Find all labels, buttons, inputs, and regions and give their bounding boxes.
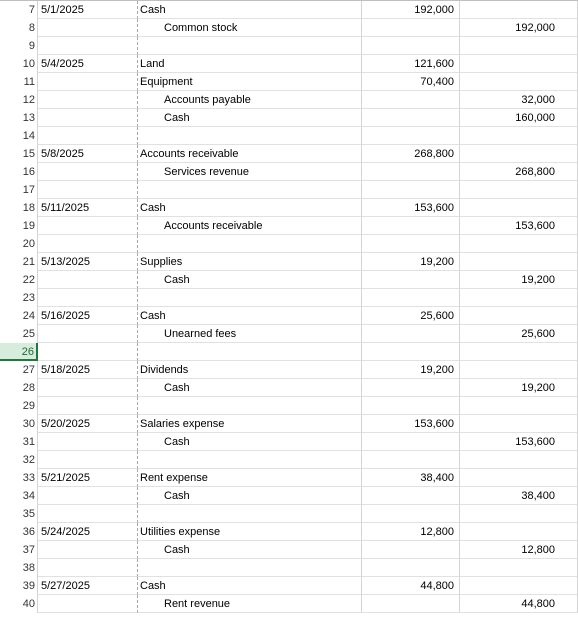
debit-cell[interactable]	[362, 343, 460, 361]
credit-cell[interactable]	[460, 469, 578, 487]
table-row	[0, 559, 578, 577]
account-cell[interactable]: Utilities expense	[138, 523, 362, 541]
row-header[interactable]: 20	[0, 235, 38, 253]
date-cell[interactable]	[38, 595, 138, 613]
credit-cell[interactable]: 268,800	[460, 163, 578, 181]
account-cell[interactable]	[138, 343, 362, 361]
date-cell[interactable]: 5/8/2025	[38, 145, 138, 163]
date-cell[interactable]	[38, 37, 138, 55]
account-cell[interactable]: Cash	[138, 379, 362, 397]
debit-cell[interactable]	[362, 37, 460, 55]
table-row	[0, 235, 578, 253]
credit-cell[interactable]: 192,000	[460, 19, 578, 37]
table-row	[0, 361, 578, 379]
row-header[interactable]: 21	[0, 253, 38, 271]
debit-cell[interactable]	[362, 217, 460, 235]
date-cell[interactable]	[38, 163, 138, 181]
row-header[interactable]: 11	[0, 73, 38, 91]
table-row	[0, 73, 578, 91]
date-cell[interactable]	[38, 271, 138, 289]
table-row	[0, 415, 578, 433]
account-cell[interactable]: Cash	[138, 307, 362, 325]
table-row	[0, 55, 578, 73]
debit-cell[interactable]	[362, 325, 460, 343]
table-row	[0, 1, 578, 19]
row-header[interactable]: 28	[0, 379, 38, 397]
date-cell[interactable]	[38, 73, 138, 91]
date-cell[interactable]: 5/11/2025	[38, 199, 138, 217]
date-cell[interactable]: 5/27/2025	[38, 577, 138, 595]
account-cell[interactable]: Cash	[138, 271, 362, 289]
table-row	[0, 397, 578, 415]
credit-cell[interactable]: 19,200	[460, 379, 578, 397]
row-header[interactable]: 39	[0, 577, 38, 595]
credit-cell[interactable]	[460, 559, 578, 577]
date-cell[interactable]	[38, 451, 138, 469]
credit-cell[interactable]	[460, 505, 578, 523]
date-cell[interactable]	[38, 109, 138, 127]
credit-cell[interactable]	[460, 253, 578, 271]
debit-cell[interactable]	[362, 451, 460, 469]
date-cell[interactable]	[38, 91, 138, 109]
credit-cell[interactable]: 32,000	[460, 91, 578, 109]
date-cell[interactable]	[38, 397, 138, 415]
row-header[interactable]: 40	[0, 595, 38, 613]
date-cell[interactable]	[38, 433, 138, 451]
debit-cell[interactable]	[362, 397, 460, 415]
account-cell[interactable]: Salaries expense	[138, 415, 362, 433]
credit-cell[interactable]	[460, 235, 578, 253]
account-cell[interactable]: Services revenue	[138, 163, 362, 181]
debit-cell[interactable]: 192,000	[362, 1, 460, 19]
date-cell[interactable]: 5/4/2025	[38, 55, 138, 73]
row-header[interactable]: 34	[0, 487, 38, 505]
table-row	[0, 595, 578, 613]
debit-cell[interactable]	[362, 181, 460, 199]
row-header[interactable]: 32	[0, 451, 38, 469]
credit-cell[interactable]	[460, 37, 578, 55]
account-cell[interactable]	[138, 37, 362, 55]
table-row	[0, 271, 578, 289]
debit-cell[interactable]	[362, 271, 460, 289]
account-cell[interactable]: Equipment	[138, 73, 362, 91]
table-row	[0, 253, 578, 271]
account-cell[interactable]	[138, 181, 362, 199]
row-header[interactable]: 18	[0, 199, 38, 217]
row-header[interactable]: 22	[0, 271, 38, 289]
account-cell[interactable]: Accounts receivable	[138, 217, 362, 235]
account-cell[interactable]	[138, 127, 362, 145]
debit-cell[interactable]	[362, 559, 460, 577]
row-header[interactable]: 8	[0, 19, 38, 37]
credit-cell[interactable]	[460, 343, 578, 361]
debit-cell[interactable]: 19,200	[362, 253, 460, 271]
account-cell[interactable]	[138, 559, 362, 577]
table-row	[0, 19, 578, 37]
credit-cell[interactable]	[460, 523, 578, 541]
debit-cell[interactable]	[362, 109, 460, 127]
debit-cell[interactable]: 153,600	[362, 415, 460, 433]
table-row	[0, 505, 578, 523]
row-header[interactable]: 30	[0, 415, 38, 433]
table-row	[0, 379, 578, 397]
table-row	[0, 433, 578, 451]
credit-cell[interactable]	[460, 307, 578, 325]
debit-cell[interactable]: 25,600	[362, 307, 460, 325]
date-cell[interactable]: 5/13/2025	[38, 253, 138, 271]
account-cell[interactable]: Cash	[138, 109, 362, 127]
row-header[interactable]: 36	[0, 523, 38, 541]
row-header[interactable]: 26	[0, 343, 38, 361]
credit-cell[interactable]: 153,600	[460, 433, 578, 451]
account-cell[interactable]	[138, 397, 362, 415]
account-cell[interactable]: Land	[138, 55, 362, 73]
account-cell[interactable]	[138, 505, 362, 523]
date-cell[interactable]	[38, 343, 138, 361]
debit-cell[interactable]: 44,800	[362, 577, 460, 595]
row-header[interactable]: 35	[0, 505, 38, 523]
credit-cell[interactable]: 19,200	[460, 271, 578, 289]
credit-cell[interactable]	[460, 145, 578, 163]
table-row	[0, 145, 578, 163]
table-row	[0, 289, 578, 307]
account-cell[interactable]: Cash	[138, 1, 362, 19]
row-header[interactable]: 12	[0, 91, 38, 109]
account-cell[interactable]: Supplies	[138, 253, 362, 271]
account-cell[interactable]: Cash	[138, 541, 362, 559]
date-cell[interactable]	[38, 181, 138, 199]
table-row	[0, 577, 578, 595]
debit-cell[interactable]	[362, 433, 460, 451]
credit-cell[interactable]	[460, 55, 578, 73]
table-row	[0, 181, 578, 199]
date-cell[interactable]	[38, 541, 138, 559]
account-cell[interactable]: Cash	[138, 433, 362, 451]
date-cell[interactable]	[38, 487, 138, 505]
table-row	[0, 217, 578, 235]
date-cell[interactable]	[38, 325, 138, 343]
debit-cell[interactable]: 19,200	[362, 361, 460, 379]
table-row	[0, 37, 578, 55]
table-row	[0, 469, 578, 487]
credit-cell[interactable]	[460, 577, 578, 595]
account-cell[interactable]: Cash	[138, 199, 362, 217]
table-row	[0, 307, 578, 325]
date-cell[interactable]: 5/20/2025	[38, 415, 138, 433]
table-row	[0, 127, 578, 145]
row-header[interactable]: 31	[0, 433, 38, 451]
account-cell[interactable]: Accounts payable	[138, 91, 362, 109]
account-cell[interactable]: Dividends	[138, 361, 362, 379]
table-row	[0, 541, 578, 559]
date-cell[interactable]	[38, 217, 138, 235]
date-cell[interactable]: 5/1/2025	[38, 1, 138, 19]
row-header[interactable]: 33	[0, 469, 38, 487]
account-cell[interactable]	[138, 451, 362, 469]
row-header[interactable]: 25	[0, 325, 38, 343]
date-cell[interactable]	[38, 127, 138, 145]
row-header[interactable]: 13	[0, 109, 38, 127]
row-header[interactable]: 17	[0, 181, 38, 199]
date-cell[interactable]: 5/24/2025	[38, 523, 138, 541]
debit-cell[interactable]	[362, 235, 460, 253]
row-header[interactable]: 27	[0, 361, 38, 379]
debit-cell[interactable]	[362, 289, 460, 307]
credit-cell[interactable]	[460, 289, 578, 307]
date-cell[interactable]	[38, 289, 138, 307]
account-cell[interactable]: Accounts receivable	[138, 145, 362, 163]
table-row	[0, 523, 578, 541]
debit-cell[interactable]	[362, 379, 460, 397]
account-cell[interactable]	[138, 235, 362, 253]
date-cell[interactable]	[38, 235, 138, 253]
table-row	[0, 91, 578, 109]
row-header[interactable]: 23	[0, 289, 38, 307]
date-cell[interactable]	[38, 379, 138, 397]
table-row	[0, 325, 578, 343]
table-row	[0, 343, 578, 361]
date-cell[interactable]: 5/18/2025	[38, 361, 138, 379]
debit-cell[interactable]: 12,800	[362, 523, 460, 541]
credit-cell[interactable]: 160,000	[460, 109, 578, 127]
account-cell[interactable]: Unearned fees	[138, 325, 362, 343]
row-header[interactable]: 24	[0, 307, 38, 325]
credit-cell[interactable]	[460, 415, 578, 433]
credit-cell[interactable]	[460, 73, 578, 91]
table-row	[0, 199, 578, 217]
row-header[interactable]: 15	[0, 145, 38, 163]
date-cell[interactable]	[38, 19, 138, 37]
debit-cell[interactable]: 121,600	[362, 55, 460, 73]
debit-cell[interactable]	[362, 91, 460, 109]
credit-cell[interactable]: 25,600	[460, 325, 578, 343]
row-header[interactable]: 38	[0, 559, 38, 577]
table-row	[0, 487, 578, 505]
credit-cell[interactable]: 38,400	[460, 487, 578, 505]
credit-cell[interactable]	[460, 1, 578, 19]
row-header[interactable]: 16	[0, 163, 38, 181]
debit-cell[interactable]	[362, 541, 460, 559]
table-row	[0, 109, 578, 127]
account-cell[interactable]: Cash	[138, 577, 362, 595]
debit-cell[interactable]: 268,800	[362, 145, 460, 163]
row-header[interactable]: 19	[0, 217, 38, 235]
row-header[interactable]: 9	[0, 37, 38, 55]
date-cell[interactable]	[38, 505, 138, 523]
debit-cell[interactable]: 38,400	[362, 469, 460, 487]
date-cell[interactable]: 5/21/2025	[38, 469, 138, 487]
credit-cell[interactable]	[460, 199, 578, 217]
credit-cell[interactable]	[460, 181, 578, 199]
account-cell[interactable]: Rent expense	[138, 469, 362, 487]
account-cell[interactable]	[138, 289, 362, 307]
credit-cell[interactable]: 44,800	[460, 595, 578, 613]
debit-cell[interactable]: 153,600	[362, 199, 460, 217]
credit-cell[interactable]: 153,600	[460, 217, 578, 235]
date-cell[interactable]	[38, 559, 138, 577]
table-row	[0, 451, 578, 469]
date-cell[interactable]: 5/16/2025	[38, 307, 138, 325]
table-row	[0, 163, 578, 181]
row-header[interactable]: 10	[0, 55, 38, 73]
debit-cell[interactable]	[362, 595, 460, 613]
credit-cell[interactable]	[460, 361, 578, 379]
debit-cell[interactable]	[362, 487, 460, 505]
credit-cell[interactable]	[460, 397, 578, 415]
account-cell[interactable]: Common stock	[138, 19, 362, 37]
debit-cell[interactable]: 70,400	[362, 73, 460, 91]
row-header[interactable]: 29	[0, 397, 38, 415]
account-cell[interactable]: Rent revenue	[138, 595, 362, 613]
credit-cell[interactable]	[460, 451, 578, 469]
credit-cell[interactable]: 12,800	[460, 541, 578, 559]
account-cell[interactable]: Cash	[138, 487, 362, 505]
credit-cell[interactable]	[460, 127, 578, 145]
debit-cell[interactable]	[362, 127, 460, 145]
row-header[interactable]: 14	[0, 127, 38, 145]
debit-cell[interactable]	[362, 163, 460, 181]
debit-cell[interactable]	[362, 505, 460, 523]
debit-cell[interactable]	[362, 19, 460, 37]
row-header[interactable]: 7	[0, 1, 38, 19]
row-header[interactable]: 37	[0, 541, 38, 559]
